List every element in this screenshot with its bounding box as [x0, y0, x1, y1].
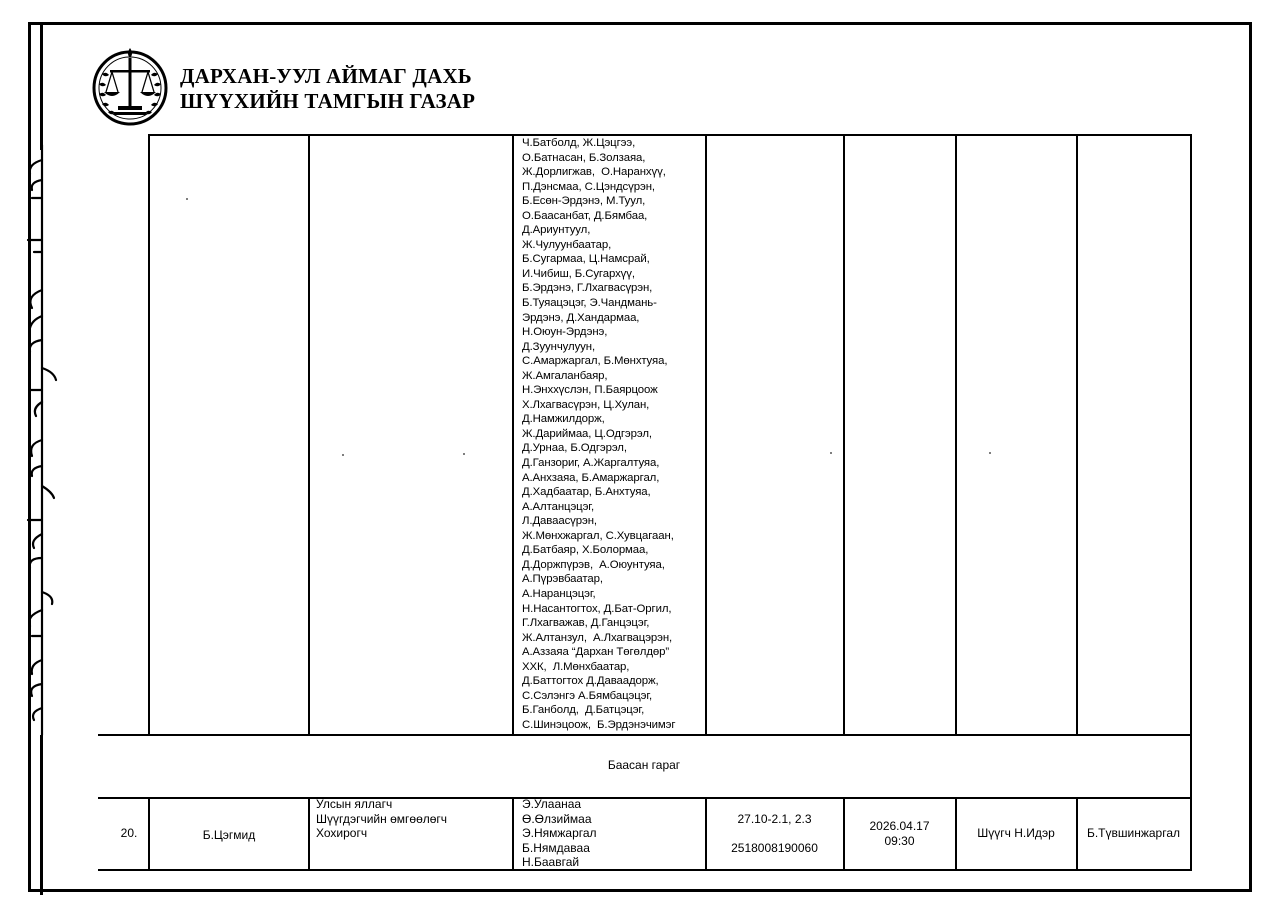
- table-column-divider: [512, 797, 514, 870]
- table-column-divider: [705, 134, 707, 734]
- person-item: Э.Нямжаргал: [522, 826, 597, 840]
- case-id: 2518008190060: [731, 841, 818, 855]
- margin-rule-bottom: [40, 735, 43, 895]
- scan-speck: [342, 454, 344, 456]
- participant-roles: [316, 797, 506, 841]
- person-item: Н.Баавгай: [522, 855, 580, 869]
- hearing-date: 2026.04.17: [869, 819, 930, 833]
- court-title-line1: ДАРХАН-УУЛ АЙМАГ ДАХЬ: [180, 64, 472, 88]
- participant-persons: [522, 797, 702, 870]
- presiding-judge: Шүүгч Н.Идэр: [977, 826, 1055, 840]
- table-right-border: [1190, 134, 1192, 870]
- court-emblem-icon: [88, 44, 172, 130]
- table-column-divider: [843, 134, 845, 734]
- margin-rule-top: [40, 25, 43, 150]
- table-column-divider: [308, 134, 310, 734]
- person-item: Ө.Өлзиймаа: [522, 811, 592, 826]
- scan-speck: [989, 452, 991, 454]
- person-item: Э.Улаанаа: [522, 797, 582, 811]
- table-column-divider: [512, 134, 514, 734]
- scan-speck: [463, 453, 465, 455]
- scan-speck: [186, 198, 188, 200]
- court-title-line2: ШҮҮХИЙН ТАМГЫН ГАЗАР: [180, 89, 476, 113]
- case-number: 20.: [120, 826, 138, 840]
- mongolian-script-seal: [12, 140, 68, 740]
- participants-list: Ч.Батболд, Ж.Цэцгээ, О.Батнасан, Б.Золзаяа, Ж.Дорлигжав, О.Наранхүү, П.Дэнсмаа, С.Цэндсүрэн, Б.Есөн-Эрдэнэ, М.Туул, О.Баасанбат, Д.Бямбаа, Д.Ариунтуул, Ж.Чулуунбаатар, Б.Сугармаа, Ц.Намсрай, И.Чибиш, Б.Сугархүү, Б.Эрдэнэ, Г.Лхагвасүрэн, Б.Туяацэцэг, Э.Чандмань- Эрдэнэ, Д.Хандармаа, Н.Оюун-Эрдэнэ, Д.Зуунчулуун, С.Амаржаргал, Б.Мөнхтуяа, Ж.Амгаланбаяр, Н.Энххүслэн, П.Баярцоож Х.Лхагвасүрэн, Ц.Хулан, Д.Намжилдорж, Ж.Дариймаа, Ц.Одгэрэл, Д.Урнаа, Б.Одгэрэл, Д.Ганзориг, А.Жаргалтуяа, А.Анхзаяа, Б.Амаржаргал, Д.Хадбаатар, Б.Анхтуяа, А.Алтанцэцэг, Л.Даваасүрэн, Ж.Мөнхжаргал, С.Хувцагаан, Д.Батбаяр, Х.Болормаа, Д.Доржпүрэв, А.Оюунтуяа, А.Пүрэвбаатар, А.Наранцэцэг, Н.Насантогтох, Д.Бат-Оргил, Г.Лхагважав, Д.Ганцэцэг, Ж.Алтанзул, А.Лхагвацэрэн, А.Аззаяа “Дархан Төгөлдөр” ХХК, Л.Мөнхбаатар, Д.Баттогтох Д.Даваадорж, С.Сэлэнгэ А.Бямбацэцэг, Б.Ганболд, Д.Батцэцэг, С.Шинэцоож, Б.Эрдэнэчимэг: [522, 137, 676, 731]
- judge-name: Б.Цэгмид: [202, 828, 256, 842]
- hearing-datetime: [844, 819, 955, 849]
- hearing-time: 09:30: [884, 834, 915, 848]
- table-column-divider: [308, 797, 310, 870]
- role-item: Хохирогч: [316, 826, 368, 840]
- table-column-divider: [1076, 134, 1078, 734]
- court-secretary: Б.Түвшинжаргал: [1086, 826, 1181, 840]
- person-item: Б.Нямдаваа: [522, 840, 590, 855]
- table-column-divider: [705, 797, 707, 870]
- table-column-divider: [955, 134, 957, 734]
- day-section-title: Баасан гараг: [607, 758, 681, 772]
- case-articles: 27.10-2.1, 2.3: [737, 812, 812, 826]
- scan-speck: [830, 452, 832, 454]
- role-item: Улсын яллагч: [316, 797, 393, 811]
- role-item: Шүүгдэгчийн өмгөөлөгч: [316, 811, 448, 826]
- table-row-divider: [98, 734, 1192, 736]
- court-title: [180, 64, 475, 114]
- table-column-divider: [148, 134, 150, 734]
